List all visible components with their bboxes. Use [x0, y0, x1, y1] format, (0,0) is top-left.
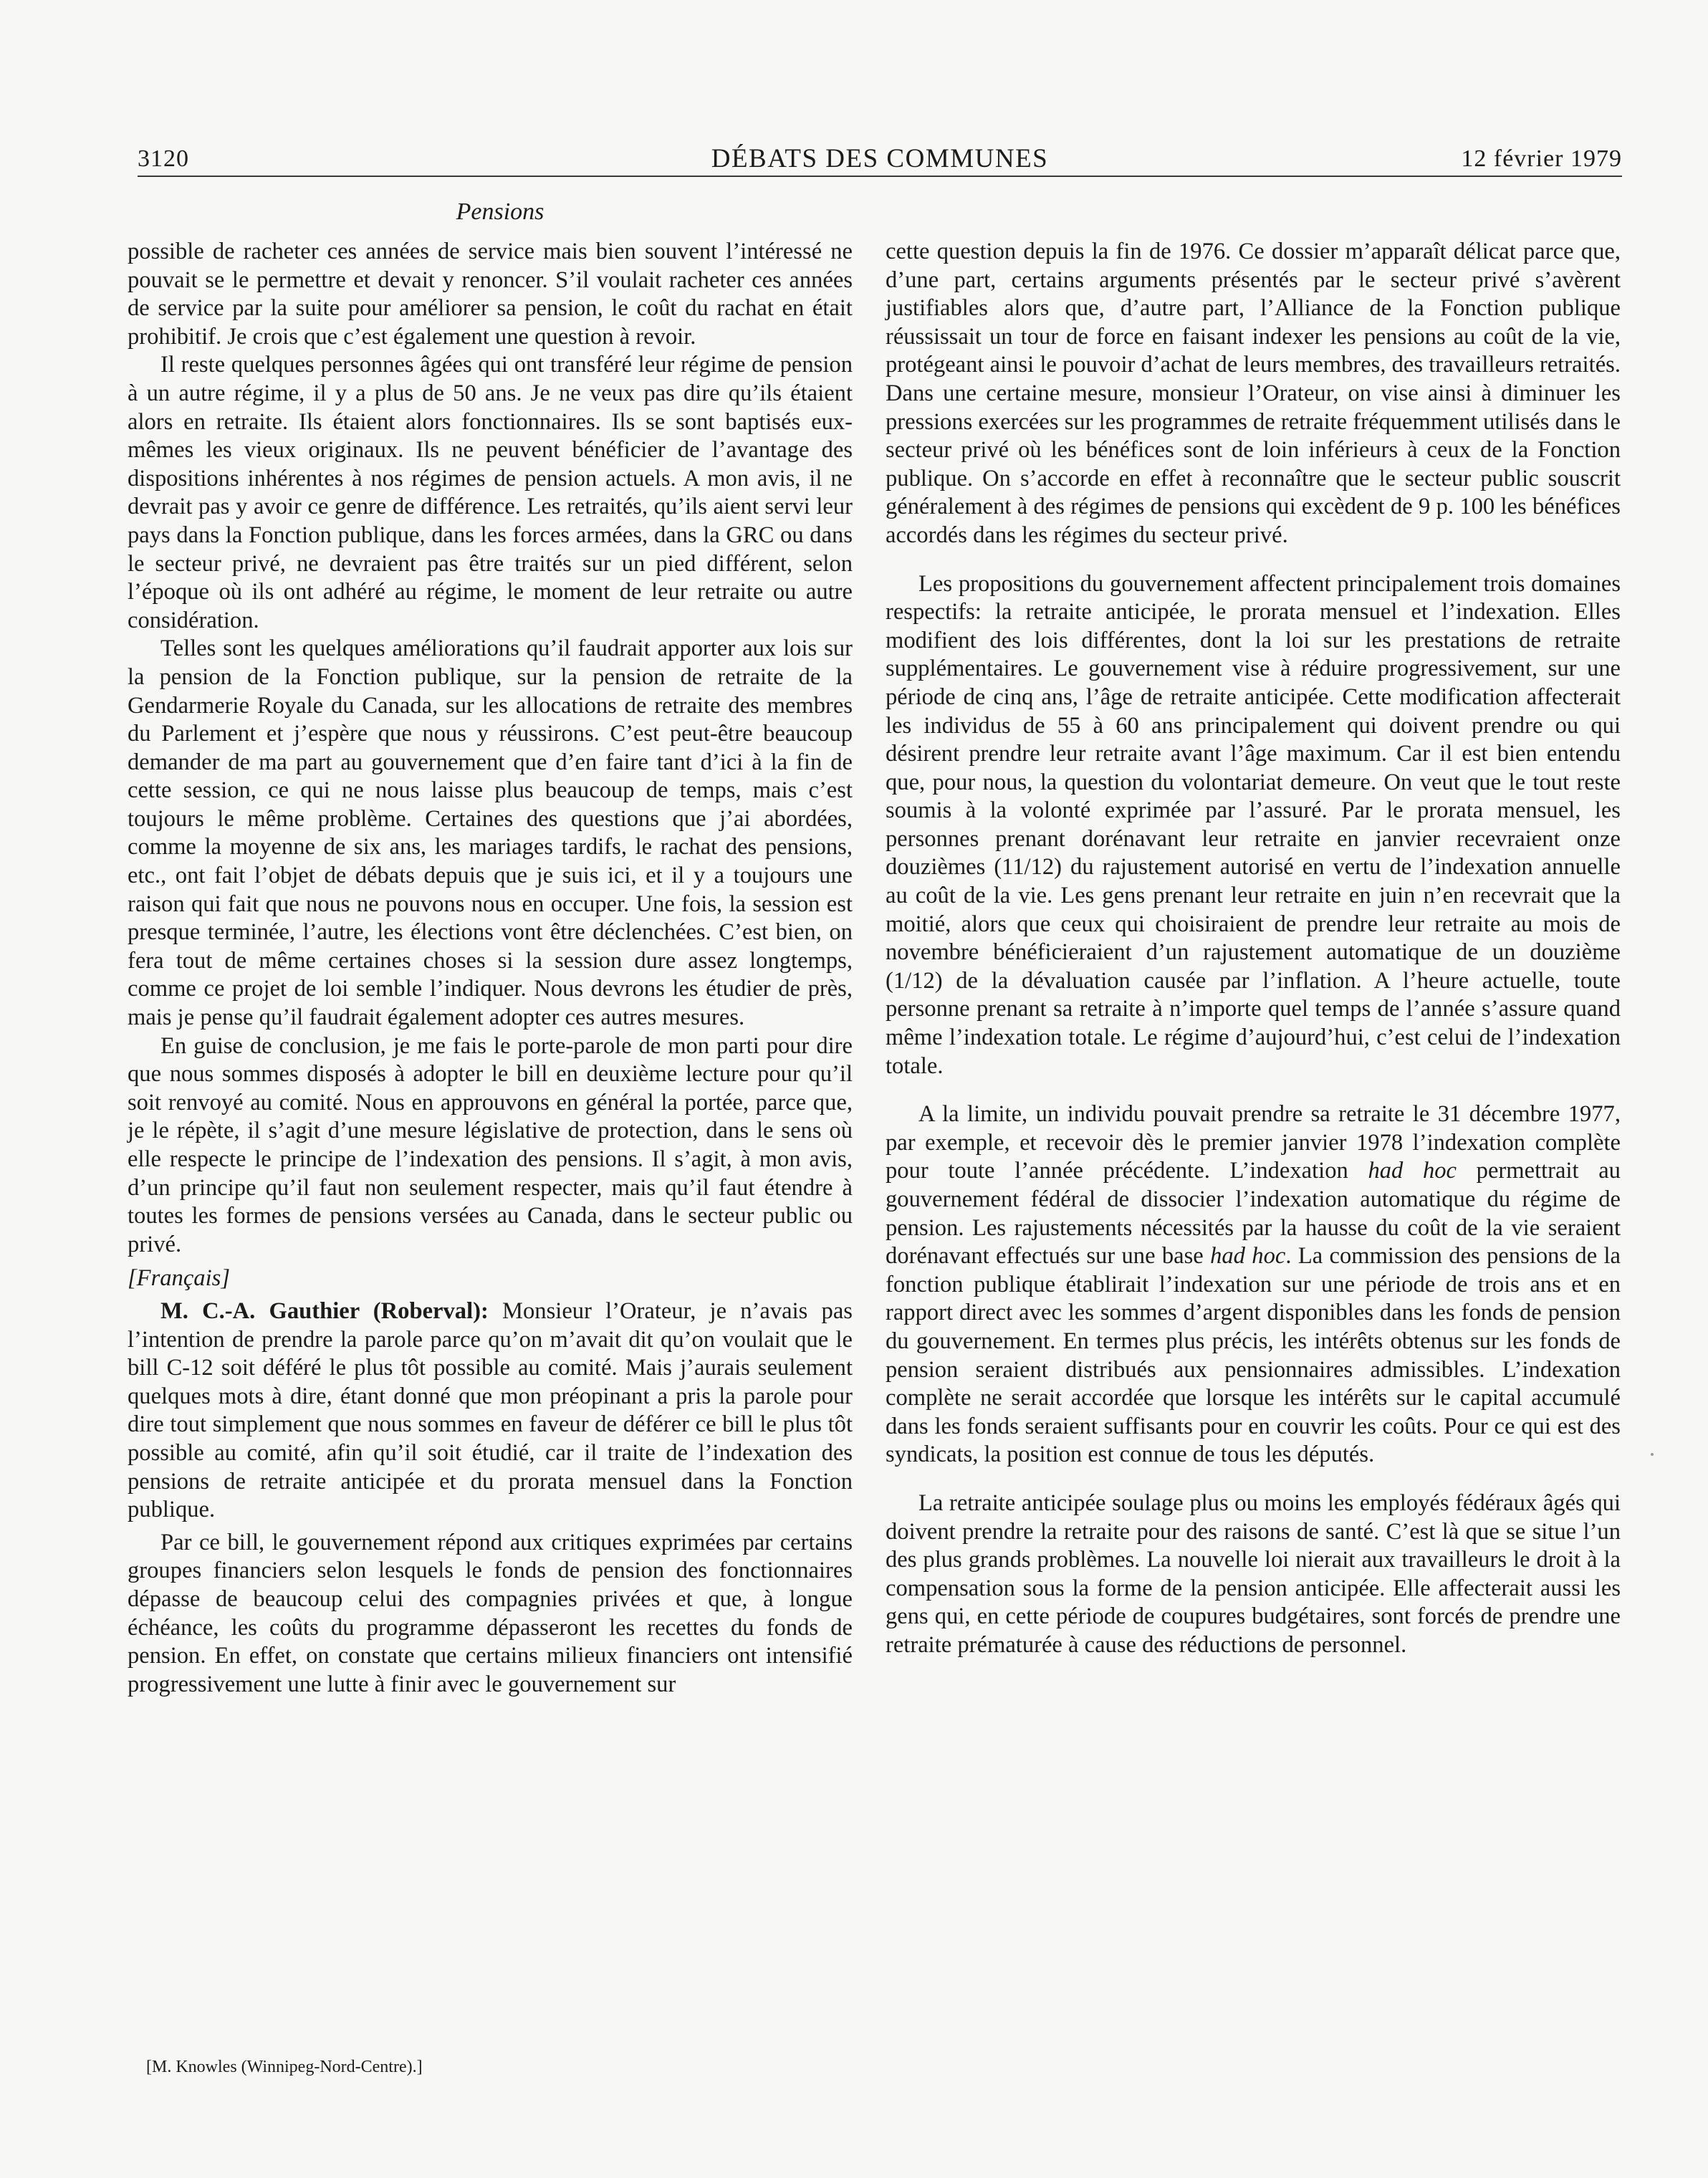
text-run: . La commission des pensions de la fonction publique établirait l’indexation sur une période de trois ans et en rapport direct avec les sommes d’argent disponibles dans les fonds de pension du gouvernement. En termes plus précis, les intérêts obtenus sur les fonds de pension seraient distribués aux pensionnaires admissibles. L’indexation complète ne serait accordée que lorsque les intérêts sur le capital accumulé dans les fonds seraient suffisants pour en couvrir les coûts. Pour ce qui est des syndicats, la position est connue de tous les députés.: [886, 1243, 1621, 1468]
left-column: [128, 238, 853, 1699]
language-tag: [Français]: [128, 1265, 230, 1292]
speaker-paragraph: [128, 1297, 853, 1525]
page-number: 3120: [138, 145, 189, 172]
publication-title: DÉBATS DES COMMUNES: [711, 144, 1049, 173]
paragraph: Telles sont les quelques améliorations qu’il faudrait apporter aux lois sur la pension de la Fonction publique, sur la pension de retraite de la Gendarmerie Royale du Canada, sur les allocations de retraite des membres du Parlement et j’espère que nous y réussirons. C’est peut-être beaucoup demander de ma part au gouvernement que d’en faire tant d’ici à la fin de cette session, ce qui ne nous laisse plus beaucoup de temps, mais c’est toujours le même problème. Certaines des questions que j’ai abordées, comme la moyenne de six ans, les mariages tardifs, le rachat des pensions, etc., ont fait l’objet de débats depuis que je suis ici, et il y a toujours une raison qui fait que nous ne pouvons nous en occuper. Une fois, la session est presque terminée, l’autre, les élections vont être déclenchées. C’est bien, on fera tout de même certaines choses si la session dure assez longtemps, comme ce projet de loi semble l’indiquer. Nous devrons les étudier de près, mais je pense qu’il faudrait également adopter ces autres mesures.: [128, 635, 853, 1031]
text-run: permettrait au gouvernement fédéral de dissocier l’indexation automatique du régime de pension. Les rajustements nécessités par la hausse du coût de la vie seraient dorénavant effectués sur une base: [886, 1158, 1621, 1270]
paragraph: La retraite anticipée soulage plus ou moins les employés fédéraux âgés qui doivent prendre la retraite pour des raisons de santé. C’est là que se situe l’un des plus grands problèmes. La nouvelle loi nierait aux travailleurs le droit à la compensation sous la forme de la pension anticipée. Elle affecterait aussi les gens qui, en cette période de coupures budgétaires, sont forcés de prendre une retraite prématurée à cause des réductions de personnel.: [886, 1489, 1621, 1658]
paragraph: possible de racheter ces années de service mais bien souvent l’intéressé ne pouvait se le permettre et devait y renoncer. S’il voulait racheter ces années de service par la suite pour améliorer sa pension, le coût du rachat en était prohibitif. Je crois que c’est également une question à revoir.: [128, 239, 853, 350]
footer-note: [M. Knowles (Winnipeg-Nord-Centre).]: [146, 2058, 423, 2076]
paragraph: [886, 1100, 1621, 1469]
text-run: A la limite, un individu pouvait prendre sa retraite le 31 décembre 1977, par exemple, et recevoir dès le premier janvier 1978 l’indexation complète pour toute l’année précédente. L’indexation: [886, 1101, 1621, 1184]
scan-speck: [1651, 1453, 1654, 1456]
publication-date: 12 février 1979: [1461, 145, 1622, 172]
header-rule: [138, 176, 1622, 177]
paragraph: cette question depuis la fin de 1976. Ce dossier m’apparaît délicat parce que, d’une part, certains arguments présentés par le secteur privé s’avèrent justifiables alors que, d’autre part, l’Alliance de la Fonction publique réussissait un tour de force en faisant indexer les pensions au coût de la vie, protégeant ainsi le pouvoir d’achat de leurs membres, des travailleurs retraités. Dans une certaine mesure, monsieur l’Orateur, on vise ainsi à diminuer les pressions exercées sur les programmes de retraite fréquemment utilisés dans le secteur privé où les bénéfices sont de loin inférieurs à ceux de la Fonction publique. On s’accorde en effet à reconnaître que le secteur public souscrit généralement à des régimes de pensions qui excèdent de 9 p. 100 les bénéfices accordés dans les régimes du secteur privé.: [886, 239, 1621, 548]
running-head: [138, 140, 1622, 178]
section-title: Pensions: [456, 198, 544, 225]
paragraph: Par ce bill, le gouvernement répond aux critiques exprimées par certains groupes financiers selon lesquels le fonds de pension des fonctionnaires dépasse de beaucoup celui des compagnies privées et que, à longue échéance, les coûts du programme dépasseront les recettes du fonds de pension. En effet, on constate que certains milieux financiers ont intensifié progressivement une lutte à finir avec le gouvernement sur: [128, 1529, 853, 1697]
paragraph: Les propositions du gouvernement affectent principalement trois domaines respectifs: la retraite anticipée, le prorata mensuel et l’indexation. Elles modifient des lois différentes, dont la loi sur les prestations de retraite supplémentaires. Le gouvernement vise à réduire progressivement, sur une période de cinq ans, l’âge de retraite anticipée. Cette modification affecterait les individus de 55 à 60 ans principalement qui doivent prendre ou qui désirent prendre leur retraite avant l’âge maximum. Car il est bien entendu que, pour nous, la question du volontariat demeure. On veut que le tout reste soumis à la volonté exprimée par l’assuré. Par le prorata mensuel, les personnes prenant dorénavant leur retraite en janvier recevraient onze douzièmes (11/12) du rajustement autorisé en vertu de l’indexation annuelle au coût de la vie. Les gens prenant leur retraite en juin n’en recevrait que la moitié, alors que ceux qui choisiraient de prendre leur retraite au mois de novembre bénéficieraient d’un rajustement automatique de un douzième (1/12) de la dévaluation causée par l’inflation. A l’heure actuelle, toute personne prenant sa retraite à n’importe quel temps de l’année s’assure quand même l’indexation totale. Le régime d’aujourd’hui, c’est celui de l’indexation totale.: [886, 570, 1621, 1079]
speaker-name: M. C.-A. Gauthier (Roberval):: [160, 1297, 489, 1324]
italic-term: had hoc: [1210, 1243, 1286, 1270]
italic-term: had hoc: [1368, 1158, 1457, 1184]
right-column: [886, 238, 1621, 1660]
paragraph: En guise de conclusion, je me fais le porte-parole de mon parti pour dire que nous sommes disposés à adopter le bill en deuxième lecture pour qu’il soit renvoyé au comité. Nous en approuvons en général la portée, parce que, je le répète, il s’agit d’une mesure législative de protection, dans le sens où elle respecte le principe de l’indexation des pensions. Il s’agit, à mon avis, d’un principe qu’il faut non seulement respecter, mais qu’il faut étendre à toutes les formes de pensions versées au Canada, dans le secteur public ou privé.: [128, 1032, 853, 1257]
paragraph: Il reste quelques personnes âgées qui ont transféré leur régime de pension à un autre régime, il y a plus de 50 ans. Je ne veux pas dire qu’ils étaient alors en retraite. Ils étaient alors fonctionnaires. Ils se sont baptisés eux-mêmes les vieux originaux. Ils ne peuvent bénéficier de l’avantage des dispositions inhérentes à nos régimes de pension actuels. A mon avis, il ne devrait pas y avoir ce genre de différence. Les retraités, qu’ils aient servi leur pays dans la Fonction publique, dans les forces armées, dans la GRC ou dans le secteur privé, ne devraient pas être traités sur un pied différent, selon l’époque où ils ont adhéré au régime, le moment de leur retraite ou autre considération.: [128, 352, 853, 633]
speech-text: Monsieur l’Orateur, je n’avais pas l’intention de prendre la parole parce qu’on m’avait dit qu’on voulait que le bill C-12 soit déféré le plus tôt possible au comité. Mais j’aurais seulement quelques mots à dire, étant donné que mon préopinant a pris la parole pour dire tout simplement que nous sommes en faveur de déférer ce bill le plus tôt possible au comité, afin qu’il soit étudié, car il traite de l’indexation des pensions de retraite anticipée et du prorata mensuel dans la Fonction publique.: [128, 1297, 853, 1523]
